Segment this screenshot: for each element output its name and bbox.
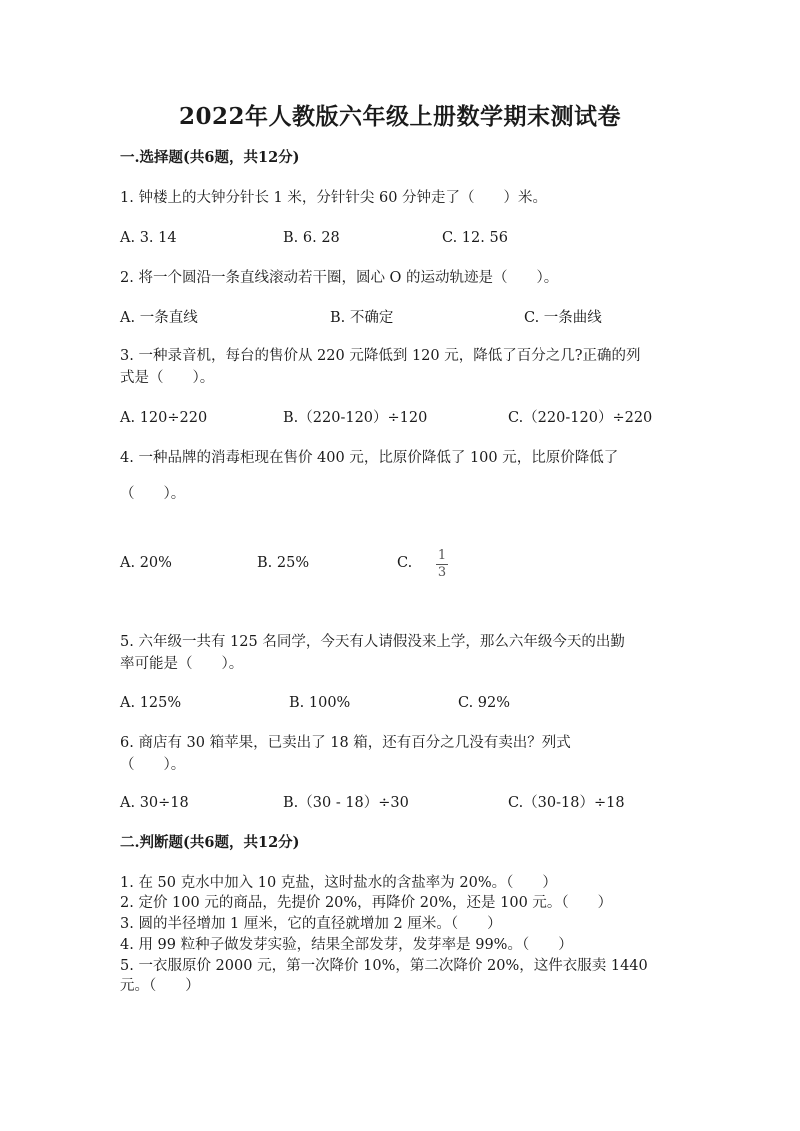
question-4-option-a: A. 20% <box>120 555 172 571</box>
judge-item-4: 4. 用 99 粒种子做发芽实验，结果全部发芽，发芽率是 99%。（ ） <box>120 937 573 953</box>
fraction-denominator: 3 <box>437 565 447 580</box>
question-3-option-b: B.（220-120）÷120 <box>283 410 428 426</box>
page-title: 2022年人教版六年级上册数学期末测试卷 <box>178 103 621 130</box>
question-3-option-a: A. 120÷220 <box>120 410 208 426</box>
question-4-text-line2: （ ）。 <box>120 486 186 502</box>
question-5-option-a: A. 125% <box>120 695 182 711</box>
question-4-text-line1: 4. 一种品牌的消毒柜现在售价 400 元，比原价降低了 100 元，比原价降低了 <box>120 450 619 466</box>
question-4-option-b: B. 25% <box>257 555 310 571</box>
judge-item-3: 3. 圆的半径增加 1 厘米，它的直径就增加 2 厘米。（ ） <box>120 916 502 932</box>
question-5-option-c: C. 92% <box>458 695 511 711</box>
question-1-option-c: C. 12. 56 <box>442 230 508 246</box>
question-5-option-b: B. 100% <box>289 695 351 711</box>
section-2-heading: 二.判断题(共6题，共12分) <box>120 834 300 851</box>
question-5-text-line2: 率可能是（ ）。 <box>120 656 244 672</box>
question-2-option-b: B. 不确定 <box>330 310 394 326</box>
judge-item-2: 2. 定价 100 元的商品，先提价 20%，再降价 20%，还是 100 元。（ ） <box>120 895 613 911</box>
question-3-option-c: C.（220-120）÷220 <box>508 410 653 426</box>
question-2-option-a: A. 一条直线 <box>120 310 198 326</box>
question-1-option-b: B. 6. 28 <box>283 230 340 246</box>
question-2-option-c: C. 一条曲线 <box>524 310 602 326</box>
fraction-numerator: 1 <box>437 548 447 563</box>
question-3-text-line2: 式是（ ）。 <box>120 370 215 386</box>
question-3-text-line1: 3. 一种录音机，每台的售价从 220 元降低到 120 元，降低了百分之几?正确的列 <box>120 348 641 364</box>
question-4-option-c: C. <box>397 555 413 571</box>
question-6-option-a: A. 30÷18 <box>120 795 189 811</box>
judge-item-5-line2: 元。（ ） <box>120 978 200 994</box>
question-1-option-a: A. 3. 14 <box>120 230 177 246</box>
section-1-heading: 一.选择题(共6题，共12分) <box>120 149 300 166</box>
question-6-option-b: B.（30 - 18）÷30 <box>283 795 409 811</box>
question-6-text-line2: （ ）。 <box>120 757 186 773</box>
question-5-text-line1: 5. 六年级一共有 125 名同学，今天有人请假没来上学，那么六年级今天的出勤 <box>120 634 625 650</box>
question-2-text: 2. 将一个圆沿一条直线滚动若干圈，圆心 O 的运动轨迹是（ ）。 <box>120 270 559 286</box>
question-6-text-line1: 6. 商店有 30 箱苹果，已卖出了 18 箱，还有百分之几没有卖出？列式 <box>120 735 571 751</box>
judge-item-1: 1. 在 50 克水中加入 10 克盐，这时盐水的含盐率为 20%。（ ） <box>120 875 557 891</box>
question-6-option-c: C.（30-18）÷18 <box>508 795 625 811</box>
fraction-one-third <box>434 549 450 580</box>
question-1-text: 1. 钟楼上的大钟分针长 1 米，分针针尖 60 分钟走了（ ）米。 <box>120 190 548 206</box>
judge-item-5: 5. 一衣服原价 2000 元，第一次降价 10%，第二次降价 20%，这件衣服卖 1440 <box>120 958 648 974</box>
